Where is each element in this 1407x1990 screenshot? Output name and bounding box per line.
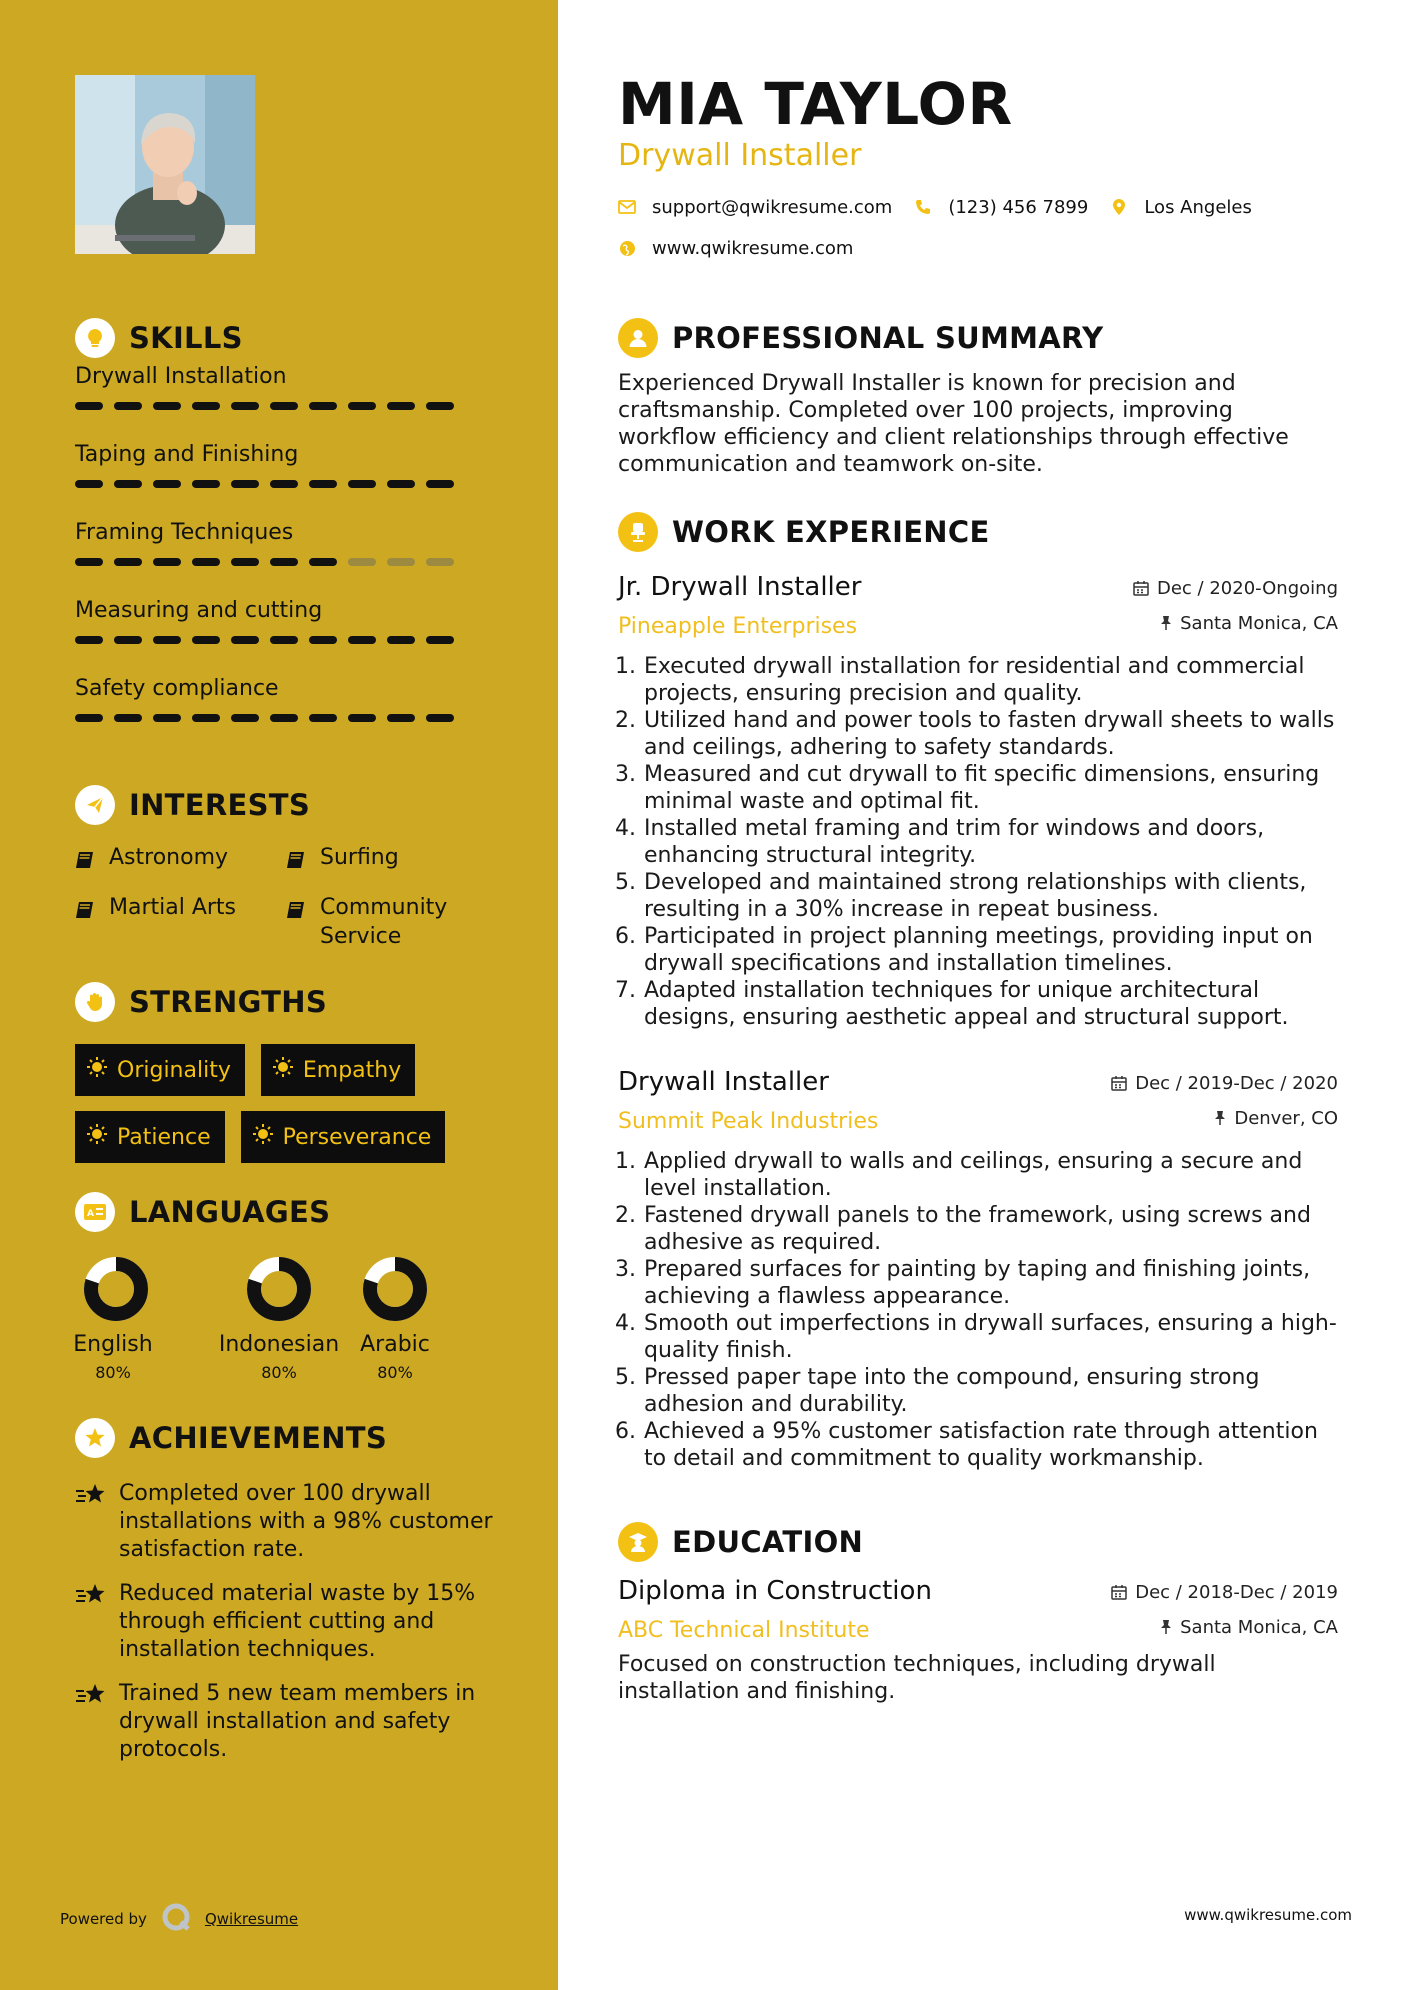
job-location: Santa Monica, CA — [1180, 612, 1338, 634]
language-donut — [362, 1256, 428, 1322]
language-item — [355, 1256, 435, 1382]
lightbulb-icon — [75, 318, 115, 358]
skill-dash — [426, 714, 454, 722]
book-icon — [286, 848, 306, 877]
bullet-number: 2. — [615, 1203, 636, 1228]
skills-list — [75, 364, 515, 754]
bullet-text: Measured and cut drywall to fit specific dimensions, ensuring minimal waste and optimal fit. — [644, 762, 1320, 814]
interest-label: Surfing — [320, 845, 399, 870]
job-dates: Dec / 2020-Ongoing — [1157, 577, 1338, 599]
education-text: Focused on construction techniques, including drywall installation and finishing. — [618, 1652, 1216, 1704]
skill-meter — [75, 636, 454, 644]
language-item — [73, 1256, 153, 1382]
skill-dash — [270, 480, 298, 488]
location-item — [1110, 197, 1252, 218]
pushpin-icon — [1214, 1110, 1226, 1126]
experience-section — [615, 512, 1338, 1472]
summary-title: PROFESSIONAL SUMMARY — [672, 321, 1104, 355]
achievements-header — [75, 1418, 515, 1458]
skill-dash — [231, 714, 259, 722]
sun-icon — [273, 1057, 293, 1083]
star-badge-icon — [75, 1418, 115, 1458]
skill-name: Taping and Finishing — [75, 442, 299, 467]
education-meta — [1111, 1580, 1338, 1639]
skill-dash — [426, 636, 454, 644]
strength-chip — [241, 1111, 446, 1163]
experience-title: WORK EXPERIENCE — [672, 515, 990, 549]
skill-dash — [153, 636, 181, 644]
interests-header — [75, 785, 515, 825]
language-card-icon — [75, 1192, 115, 1232]
skill-dash — [192, 636, 220, 644]
skill-dash — [426, 558, 454, 566]
skill-dash — [387, 480, 415, 488]
location-text: Los Angeles — [1144, 196, 1252, 218]
sun-icon — [87, 1124, 107, 1150]
bullet-number: 2. — [615, 708, 636, 733]
bullet-number: 5. — [615, 870, 636, 895]
bullet-text: Developed and maintained strong relationships with clients, resulting in a 30% increase in repeat business. — [644, 870, 1307, 922]
language-donut — [246, 1256, 312, 1322]
bullet-text: Executed drywall installation for residential and commercial projects, ensuring precision and quality. — [644, 654, 1305, 706]
email-item — [618, 197, 892, 218]
envelope-icon — [618, 200, 636, 214]
job-bullet — [615, 1202, 1338, 1256]
skill-dash — [231, 558, 259, 566]
skill-dash — [75, 558, 103, 566]
skills-title: SKILLS — [129, 321, 243, 355]
sidebar — [0, 0, 558, 1990]
bullet-text: Prepared surfaces for painting by taping and finishing joints, achieving a flawless appearance. — [644, 1257, 1311, 1309]
language-name: English — [73, 1332, 153, 1357]
experience-header — [618, 512, 1338, 552]
language-donut — [83, 1256, 149, 1322]
website-text[interactable]: www.qwikresume.com — [652, 237, 854, 259]
language-value: 80% — [95, 1363, 131, 1382]
languages-header — [75, 1192, 515, 1232]
skill-dash — [114, 636, 142, 644]
skill-dash — [114, 714, 142, 722]
language-hole — [265, 1275, 293, 1303]
job-title: Drywall Installer — [618, 1067, 829, 1097]
strength-label: Perseverance — [282, 1124, 432, 1150]
phone-text[interactable]: (123) 456 7899 — [948, 196, 1089, 218]
skill-dash — [309, 402, 337, 410]
language-value: 80% — [261, 1363, 297, 1382]
bullet-number: 3. — [615, 762, 636, 787]
skill-item — [75, 364, 515, 442]
job-dates: Dec / 2019-Dec / 2020 — [1135, 1072, 1338, 1094]
sun-icon — [87, 1057, 107, 1083]
strengths-section — [75, 982, 515, 1163]
bullet-number: 4. — [615, 816, 636, 841]
languages-section — [75, 1192, 515, 1396]
interest-label: Martial Arts — [109, 895, 237, 920]
interest-item — [75, 893, 286, 951]
footer-url[interactable]: www.qwikresume.com — [1184, 1906, 1352, 1924]
sun-icon — [253, 1124, 273, 1150]
skill-dash — [348, 636, 376, 644]
skill-dash — [426, 402, 454, 410]
skill-item — [75, 676, 515, 754]
education-section — [618, 1522, 1338, 1705]
education-dates: Dec / 2018-Dec / 2019 — [1135, 1581, 1338, 1603]
interest-item — [75, 843, 286, 877]
skill-dash — [270, 636, 298, 644]
skill-item — [75, 442, 515, 520]
skill-item — [75, 598, 515, 676]
job-bullet — [615, 1310, 1338, 1364]
contact-row — [618, 234, 1274, 262]
education-entry — [618, 1576, 1338, 1705]
svg-text:A: A — [87, 1209, 94, 1219]
book-icon — [75, 898, 95, 927]
phone-item — [914, 197, 1088, 218]
bullet-text: Utilized hand and power tools to fasten drywall sheets to walls and ceilings, adhering to safety standards. — [644, 708, 1335, 760]
qwikresume-link[interactable]: Qwikresume — [204, 1910, 299, 1928]
education-header — [618, 1522, 1338, 1562]
job-title: Jr. Drywall Installer — [618, 572, 862, 602]
language-item — [215, 1256, 343, 1382]
profile-photo — [75, 75, 255, 254]
shooting-star-icon — [75, 1582, 109, 1612]
job-bullet — [615, 1148, 1338, 1202]
skill-dash — [387, 558, 415, 566]
languages-title: LANGUAGES — [129, 1195, 331, 1229]
bullet-text: Achieved a 95% customer satisfaction rate through attention to detail and commitment to quality workmanship. — [644, 1419, 1318, 1471]
book-icon — [75, 848, 95, 877]
job-entry — [615, 572, 1338, 1031]
summary-header — [618, 318, 1338, 358]
job-company: Pineapple Enterprises — [618, 614, 858, 639]
job-bullet — [615, 653, 1338, 707]
job-bullet — [615, 1418, 1338, 1472]
education-location: Santa Monica, CA — [1180, 1616, 1338, 1638]
qwikresume-logo-icon — [161, 1902, 191, 1936]
job-bullet — [615, 977, 1338, 1031]
bullet-number: 1. — [615, 654, 636, 679]
achievement-item — [75, 1580, 515, 1664]
school: ABC Technical Institute — [618, 1618, 870, 1643]
contact-row — [618, 193, 1274, 221]
skill-dash — [270, 714, 298, 722]
education-title: EDUCATION — [672, 1525, 864, 1559]
job-bullets — [615, 653, 1338, 1031]
job-entry — [615, 1067, 1338, 1472]
strength-chip — [75, 1111, 225, 1163]
bullet-text: Adapted installation techniques for unique architectural designs, ensuring aesthetic appeal and structural support. — [644, 978, 1289, 1030]
skill-dash — [75, 402, 103, 410]
strength-chip — [261, 1044, 415, 1096]
email-text[interactable]: support@qwikresume.com — [652, 196, 893, 218]
skills-section — [75, 318, 515, 754]
pushpin-icon — [1160, 1619, 1172, 1635]
skill-dash — [309, 558, 337, 566]
calendar-icon — [1111, 1075, 1127, 1091]
achievement-item — [75, 1480, 515, 1564]
skill-meter — [75, 558, 454, 566]
contact-info — [618, 193, 1274, 262]
job-meta — [1111, 1071, 1338, 1130]
skill-dash — [75, 636, 103, 644]
achievements-title: ACHIEVEMENTS — [129, 1421, 388, 1455]
skill-name: Measuring and cutting — [75, 598, 323, 623]
bullet-text: Fastened drywall panels to the framework, using screws and adhesive as required. — [644, 1203, 1311, 1255]
job-bullet — [615, 815, 1338, 869]
summary-section — [618, 318, 1338, 478]
achievement-item — [75, 1680, 515, 1764]
candidate-name: MIA TAYLOR — [618, 70, 1013, 138]
bullet-number: 3. — [615, 1257, 636, 1282]
skill-name: Safety compliance — [75, 676, 279, 701]
skill-meter — [75, 714, 454, 722]
calendar-icon — [1111, 1584, 1127, 1600]
paper-plane-icon — [75, 785, 115, 825]
skill-dash — [387, 402, 415, 410]
skill-item — [75, 520, 515, 598]
language-value: 80% — [377, 1363, 413, 1382]
skill-dash — [387, 714, 415, 722]
skill-dash — [348, 480, 376, 488]
skill-dash — [309, 714, 337, 722]
interests-list — [75, 843, 515, 951]
bullet-text: Participated in project planning meetings, providing input on drywall specifications and installation timelines. — [644, 924, 1313, 976]
bullet-text: Installed metal framing and trim for windows and doors, enhancing structural integrity. — [644, 816, 1265, 868]
achievements-list — [75, 1480, 515, 1764]
skills-header — [75, 318, 515, 358]
bullet-number: 5. — [615, 1365, 636, 1390]
skill-dash — [348, 402, 376, 410]
skill-dash — [387, 636, 415, 644]
language-name: Indonesian — [218, 1332, 340, 1357]
achievement-text: Completed over 100 drywall installations with a 98% customer satisfaction rate. — [119, 1481, 493, 1562]
strengths-list — [75, 1044, 515, 1163]
globe-icon — [618, 240, 636, 257]
skill-dash — [309, 636, 337, 644]
graduate-icon — [618, 1522, 658, 1562]
summary-text: Experienced Drywall Installer is known for precision and craftsmanship. Completed over 100 projects, improving workflow efficiency and client relationships through effective communication and teamwork on-site. — [618, 371, 1289, 477]
skill-dash — [114, 558, 142, 566]
skill-dash — [231, 402, 259, 410]
strength-chip — [75, 1044, 245, 1096]
strengths-header — [75, 982, 515, 1022]
languages-list — [75, 1256, 515, 1396]
strength-label: Originality — [117, 1057, 231, 1083]
interest-label: Community Service — [320, 895, 448, 949]
skill-dash — [192, 714, 220, 722]
language-name: Arabic — [360, 1332, 430, 1357]
map-pin-icon — [1110, 198, 1128, 216]
bullet-number: 7. — [615, 978, 636, 1003]
interest-item — [286, 843, 506, 877]
job-bullet — [615, 869, 1338, 923]
skill-meter — [75, 402, 454, 410]
skill-name: Framing Techniques — [75, 520, 294, 545]
job-bullet — [615, 707, 1338, 761]
job-bullet — [615, 923, 1338, 977]
skill-dash — [153, 714, 181, 722]
interests-section — [75, 785, 515, 951]
achievement-text: Reduced material waste by 15% through efficient cutting and installation techniques. — [119, 1581, 476, 1662]
job-company: Summit Peak Industries — [618, 1109, 879, 1134]
skill-dash — [309, 480, 337, 488]
language-hole — [381, 1275, 409, 1303]
strength-label: Patience — [117, 1124, 211, 1150]
phone-icon — [914, 199, 932, 215]
strengths-title: STRENGTHS — [129, 985, 328, 1019]
website-item — [618, 238, 853, 259]
hand-icon — [75, 982, 115, 1022]
job-bullet — [615, 761, 1338, 815]
skill-dash — [348, 558, 376, 566]
shooting-star-icon — [75, 1482, 109, 1512]
achievement-text: Trained 5 new team members in drywall installation and safety protocols. — [119, 1681, 476, 1762]
user-icon — [618, 318, 658, 358]
achievements-section — [75, 1418, 515, 1780]
skill-dash — [153, 480, 181, 488]
book-icon — [286, 898, 306, 927]
powered-by-label: Powered by — [60, 1910, 147, 1928]
skill-dash — [231, 480, 259, 488]
skill-dash — [270, 558, 298, 566]
calendar-icon — [1133, 580, 1149, 596]
skill-dash — [192, 480, 220, 488]
job-location: Denver, CO — [1234, 1107, 1338, 1129]
skill-dash — [114, 480, 142, 488]
job-bullet — [615, 1256, 1338, 1310]
interest-label: Astronomy — [109, 845, 229, 870]
language-hole — [102, 1275, 130, 1303]
skill-dash — [270, 402, 298, 410]
skill-meter — [75, 480, 454, 488]
skill-dash — [114, 402, 142, 410]
skill-dash — [75, 714, 103, 722]
pushpin-icon — [1160, 615, 1172, 631]
strength-label: Empathy — [302, 1057, 402, 1083]
candidate-role: Drywall Installer — [618, 138, 862, 173]
skill-dash — [75, 480, 103, 488]
bullet-number: 6. — [615, 1419, 636, 1444]
degree: Diploma in Construction — [618, 1576, 932, 1606]
skill-dash — [348, 714, 376, 722]
bullet-text: Smooth out imperfections in drywall surfaces, ensuring a high-quality finish. — [644, 1311, 1337, 1363]
interest-item — [286, 893, 506, 951]
office-chair-icon — [618, 512, 658, 552]
skill-dash — [192, 558, 220, 566]
skill-dash — [426, 480, 454, 488]
bullet-number: 1. — [615, 1149, 636, 1174]
bullet-text: Pressed paper tape into the compound, ensuring strong adhesion and durability. — [644, 1365, 1260, 1417]
bullet-number: 4. — [615, 1311, 636, 1336]
interests-title: INTERESTS — [129, 788, 311, 822]
job-bullets — [615, 1148, 1338, 1472]
shooting-star-icon — [75, 1682, 109, 1712]
bullet-number: 6. — [615, 924, 636, 949]
skill-name: Drywall Installation — [75, 364, 287, 389]
skill-dash — [231, 636, 259, 644]
job-bullet — [615, 1364, 1338, 1418]
job-meta — [1133, 576, 1338, 635]
skill-dash — [153, 402, 181, 410]
main-content — [558, 0, 1407, 1990]
powered-by — [60, 1902, 298, 1936]
skill-dash — [153, 558, 181, 566]
bullet-text: Applied drywall to walls and ceilings, ensuring a secure and level installation. — [644, 1149, 1303, 1201]
skill-dash — [192, 402, 220, 410]
